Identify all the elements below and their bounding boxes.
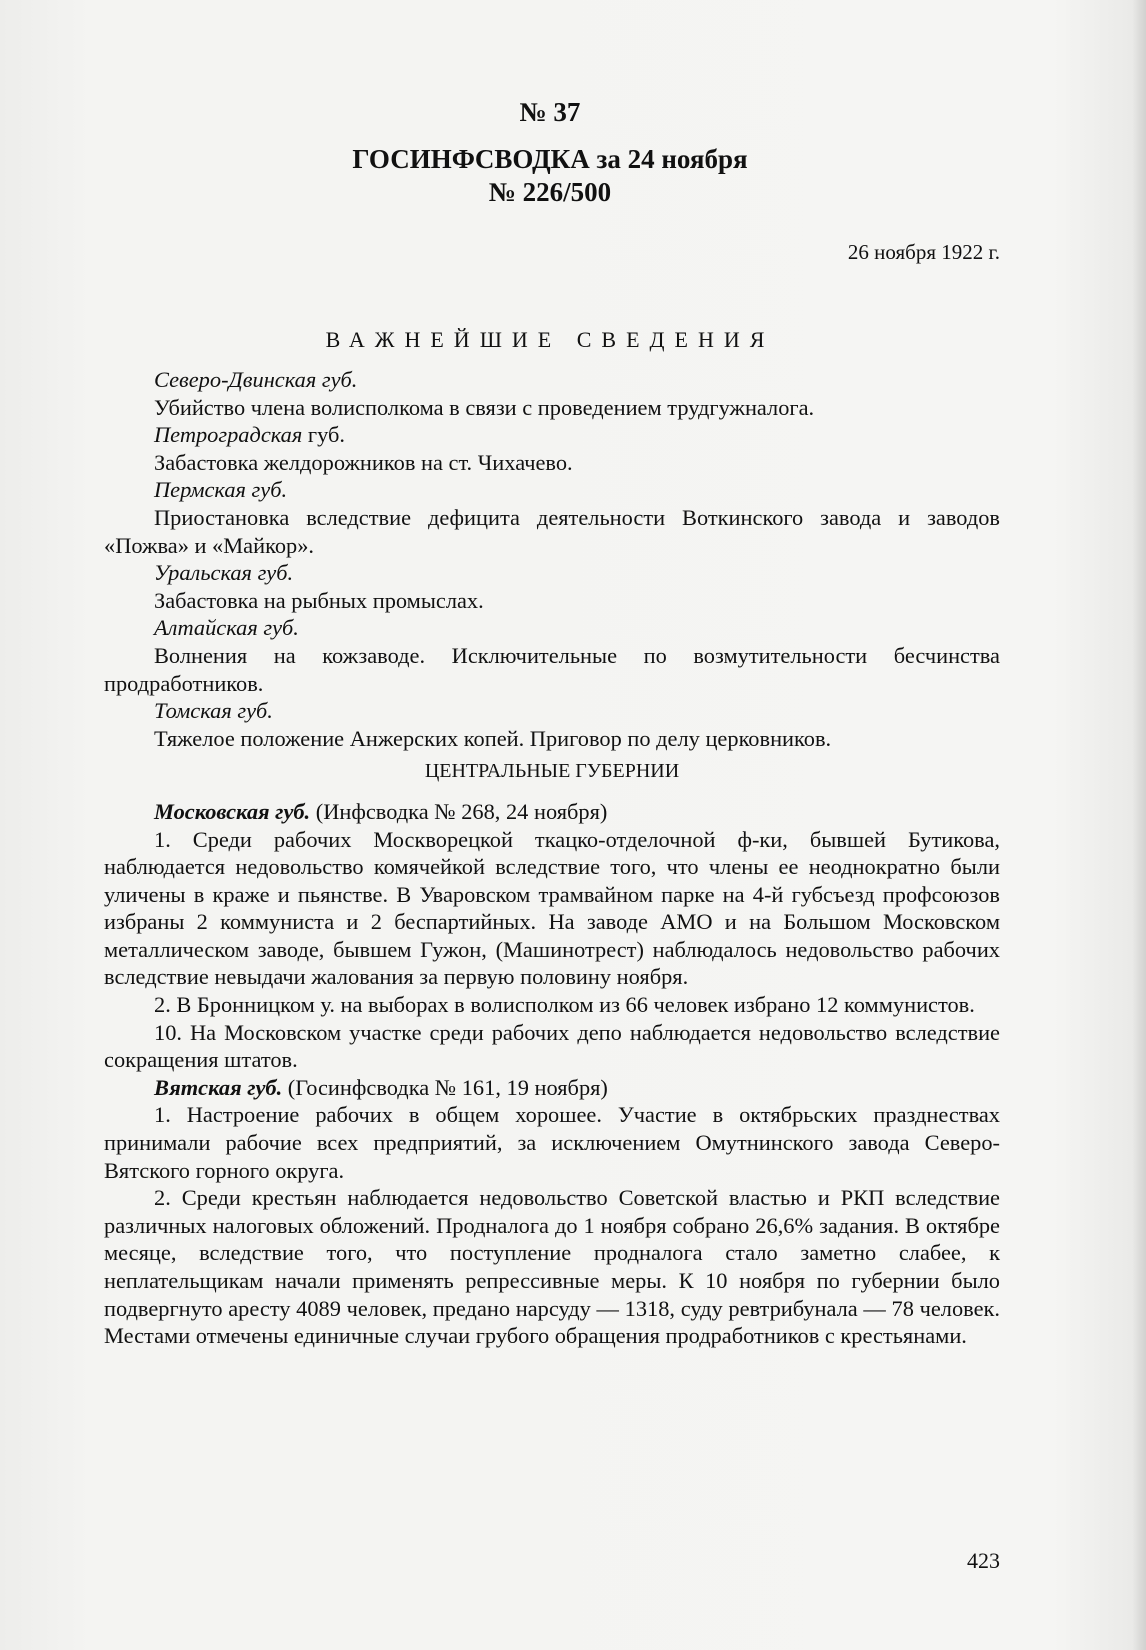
vyatka-paragraph-2: 2. Среди крестьян наблюдается недовольство Советской властью и РКП вследствие различных налоговых обложений. Продналога до 1 ноября собрано 26,6% задания. В октябре месяце, вследствие того, что поступление продналога стало заметно слабее, к неплательщикам начали применять репрессивные меры. К 10 ноября по губернии было подвергнуто аресту 4089 человек, предано нарсуду — 1318, суду ревтрибунала — 78 человек. Местами отмечены единичные случаи грубого обращения продработников с крестьянами.	[104, 1185, 1000, 1349]
moscow-paragraph-1: 1. Среди рабочих Москворецкой ткацко-отделочной ф-ки, бывшей Бутикова, наблюдается недовольство комячейкой вследствие того, что члены ее неоднократно были уличены в краже и пьянстве. В Уваровском трамвайном парке на 4-й губсъезд профсоюзов избраны 2 коммуниста и 2 беспартийных. На заводе АМО и на Большом Московском металлическом заводе, бывшем Гужон, (Машинотрест) наблюдалось недовольство рабочих вследствие невыдачи жалования за первую половину ноября.	[104, 826, 1000, 990]
moscow-source: (Инфсводка № 268, 24 ноября)	[310, 798, 608, 824]
moscow-region-label: Московская губ.	[154, 798, 311, 824]
document-body	[104, 366, 1000, 1350]
document-number: № 37	[519, 97, 581, 127]
moscow-paragraph-10: 10. На Московском участке среди рабочих депо наблюдается недовольство вследствие сокращения штатов.	[104, 1019, 1000, 1073]
vyatka-paragraph-1: 1. Настроение рабочих в общем хорошее. Участие в октябрьских празднествах принимали рабочие всех предприятий, за исключением Омутнинского завода Северо-Вятского горного округа.	[104, 1102, 1000, 1183]
region-label: Северо-Двинская губ.	[154, 367, 358, 392]
page-edge-shadow	[1132, 0, 1146, 1650]
region-label-suffix: губ.	[302, 422, 345, 448]
document-date: 26 ноября 1922 г.	[847, 240, 1000, 264]
central-section-heading: ЦЕНТРАЛЬНЫЕ ГУБЕРНИИ	[424, 760, 680, 783]
vyatka-region-label: Вятская губ.	[154, 1074, 283, 1100]
region-label	[104, 421, 1000, 449]
region-text: Приостановка вследствие дефицита деятельности Воткинского завода и заводов «Пожва» и «Майкор».	[104, 504, 1000, 558]
document-subnumber: № 226/500	[488, 177, 612, 207]
region-label: Алтайская губ.	[154, 615, 299, 641]
vyatka-heading	[104, 1074, 1000, 1102]
important-section-heading: ВАЖНЕЙШИЕ СВЕДЕНИЯ	[325, 327, 775, 352]
moscow-heading	[104, 798, 1000, 826]
region-text: Волнения на кожзаводе. Исключительные по возмутительности бесчинства продработников.	[104, 642, 1000, 696]
vyatka-source: (Госинфсводка № 161, 19 ноября)	[282, 1074, 608, 1100]
region-label: Томская губ.	[154, 698, 273, 724]
document-title: ГОСИНФСВОДКА за 24 ноября	[352, 144, 748, 174]
region-text: Забастовка на рыбных промыслах.	[154, 587, 484, 613]
region-label: Пермская губ.	[154, 477, 288, 503]
region-text: Забастовка желдорожников на ст. Чихачево.	[154, 449, 573, 475]
region-text: Убийство члена волисполкома в связи с проведением трудгужналога.	[154, 394, 815, 420]
page-number: 423	[967, 1548, 1000, 1573]
moscow-paragraph-2: 2. В Бронницком у. на выборах в волисполком из 66 человек избрано 12 коммунистов.	[154, 992, 975, 1018]
region-text: Тяжелое положение Анжерских копей. Приговор по делу церковников.	[154, 725, 832, 751]
region-label-italic: Петроградская	[154, 422, 303, 448]
region-label: Уральская губ.	[154, 560, 294, 586]
